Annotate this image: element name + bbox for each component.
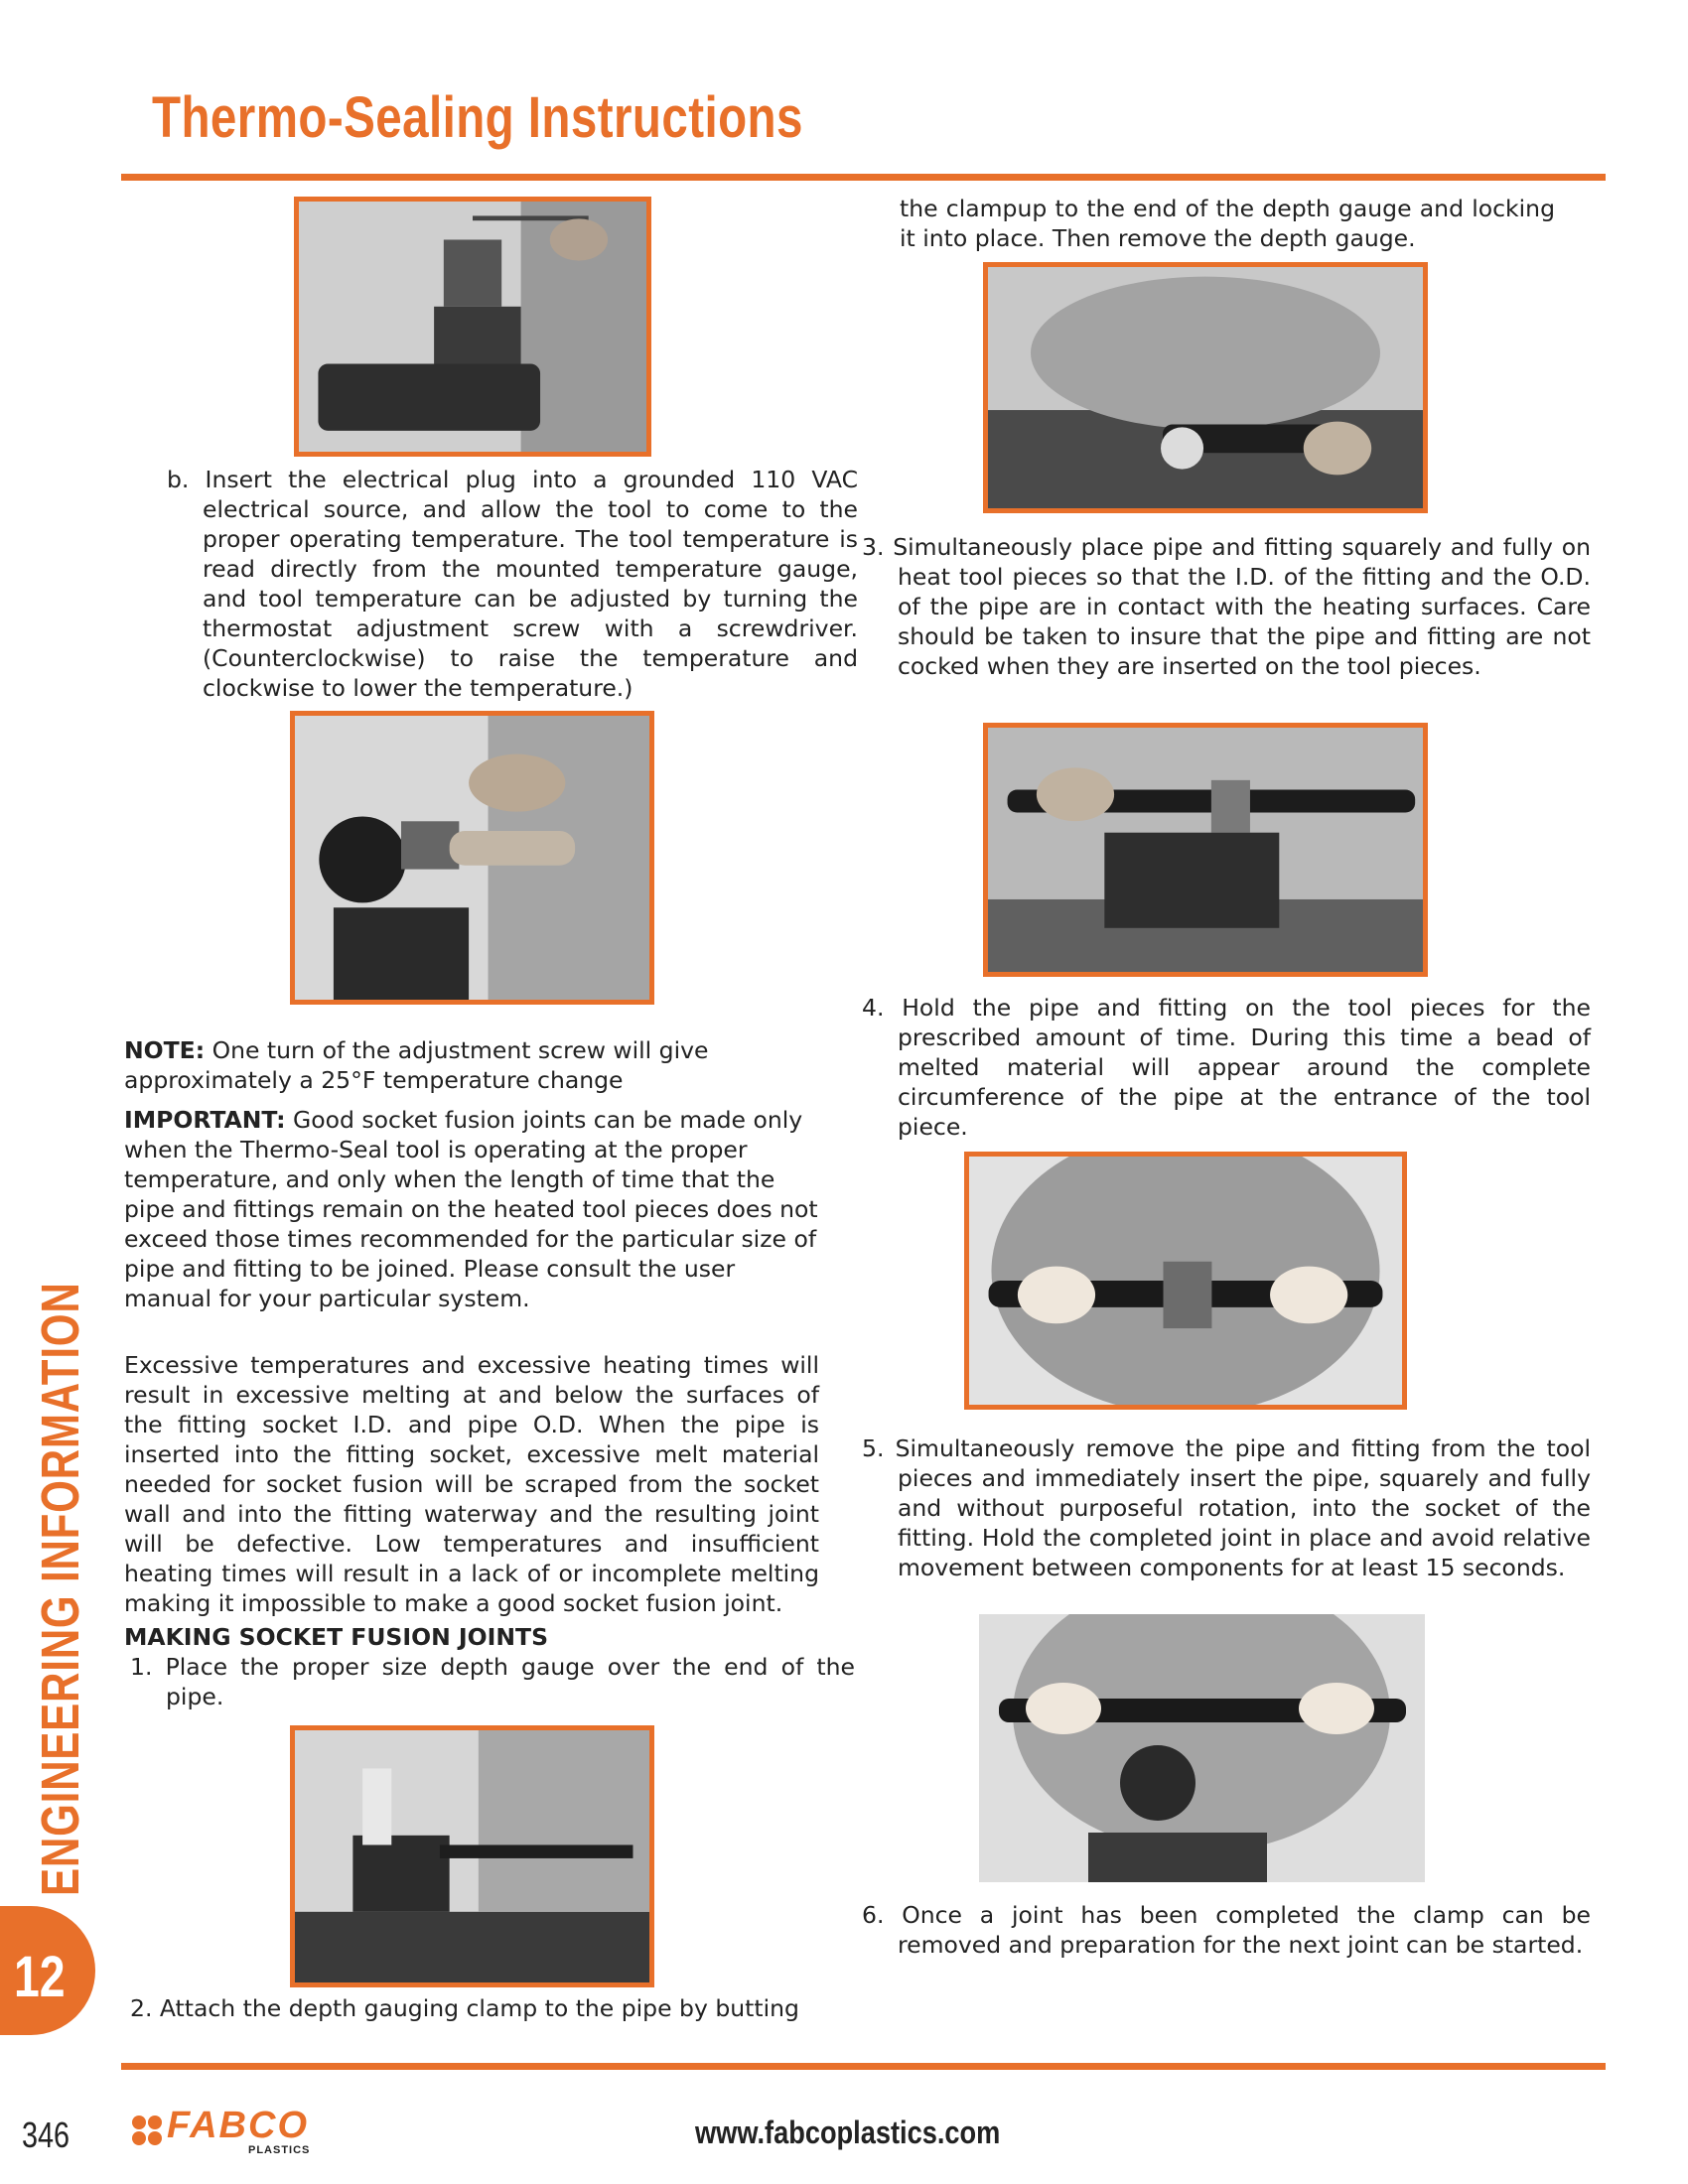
step-1: 1. Place the proper size depth gauge over the end of the pipe. [130, 1653, 855, 1710]
photo-clamp-locking [983, 262, 1428, 513]
chapter-number: 12 [14, 1945, 66, 2009]
note-label: NOTE: [124, 1036, 206, 1064]
section-label-vertical [30, 1261, 95, 1896]
photo-thermostat-adjustment [294, 197, 651, 457]
step-6: 6. Once a joint has been completed the clamp can be removed and preparation for the next joint can be started. [862, 1901, 1591, 1959]
website-link[interactable]: www.fabcoplastics.com [695, 2115, 1001, 2150]
page-title: Thermo-Sealing Instructions [152, 85, 803, 150]
photo-depth-gauge [290, 1725, 654, 1987]
step-2-continued: the clampup to the end of the depth gauge and locking it into place. Then remove the depth gauge. [900, 195, 1555, 252]
step-5: 5. Simultaneously remove the pipe and fitting from the tool pieces and immediately insert the pipe, squarely and fully and without purposeful rotation, into the socket of the fitting. Hold the completed joint in place and avoid relative movement between components for at least 15 seconds. [862, 1434, 1591, 1581]
section-label-text: ENGINEERING INFORMATION [31, 1282, 90, 1896]
important-text: Good socket fusion joints can be made only when the Thermo-Seal tool is operating at the proper temperature, and only when the length of time that the pipe and fittings remain on the heated tool pieces does not exceed those times recommended for the particular size of pipe and fitting to be joined. Please consult the user manual for your particular system. [124, 1106, 818, 1312]
important-label: IMPORTANT: [124, 1106, 286, 1134]
step-4: 4. Hold the pipe and fitting on the tool pieces for the prescribed amount of time. During this time a bead of melted material will appear around the complete circumference of the pipe at the entrance of the tool piece. [862, 994, 1591, 1141]
logo-wordmark: FABCO [167, 2105, 309, 2146]
logo-subtext: PLASTICS [248, 2144, 311, 2156]
step-2: 2. Attach the depth gauging clamp to the pipe by butting [130, 1994, 799, 2022]
photo-insert-pipe-socket [979, 1614, 1425, 1882]
important-paragraph [124, 1105, 819, 1313]
note-paragraph [124, 1035, 819, 1095]
note-text: One turn of the adjustment screw will give approximately a 25°F temperature change [124, 1036, 709, 1094]
page-number: 346 [22, 2115, 70, 2155]
photo-hold-pipe-bead [964, 1152, 1407, 1410]
excessive-temperature-paragraph: Excessive temperatures and excessive heating times will result in excessive melting at and below the surfaces of the fitting socket I.D. and pipe O.D. When the pipe is inserted into the fitting socket, excessive melt material needed for socket fusion will be scraped from the socket wall and into the fitting waterway and the resulting joint will be defective. Low temperatures and insufficient heating times will result in a lack of or incomplete melting making it impossible to make a good socket fusion joint. [124, 1351, 819, 1617]
photo-screwdriver-adjustment [290, 711, 654, 1005]
photo-pipe-on-heat-tool [983, 723, 1428, 977]
step-3: 3. Simultaneously place pipe and fitting squarely and fully on heat tool pieces so that the I.D. of the fitting and the O.D. of the pipe are in contact with the heating surfaces. Care should be taken to insure that the pipe and fitting are not cocked when they are inserted on the tool pieces. [862, 533, 1591, 680]
header-rule [121, 174, 1606, 181]
section-heading: MAKING SOCKET FUSION JOINTS [124, 1623, 549, 1651]
footer-rule [121, 2063, 1606, 2070]
para-electrical-plug: b. Insert the electrical plug into a grounded 110 VAC electrical source, and allow the tool to come to the proper operating temperature. The tool temperature is read directly from the mounted temperature gauge, and tool temperature can be adjusted by turning the thermostat adjustment screw with a screwdriver. (Counterclockwise) to raise the temperature and clockwise to lower the temperature.) [167, 466, 858, 702]
